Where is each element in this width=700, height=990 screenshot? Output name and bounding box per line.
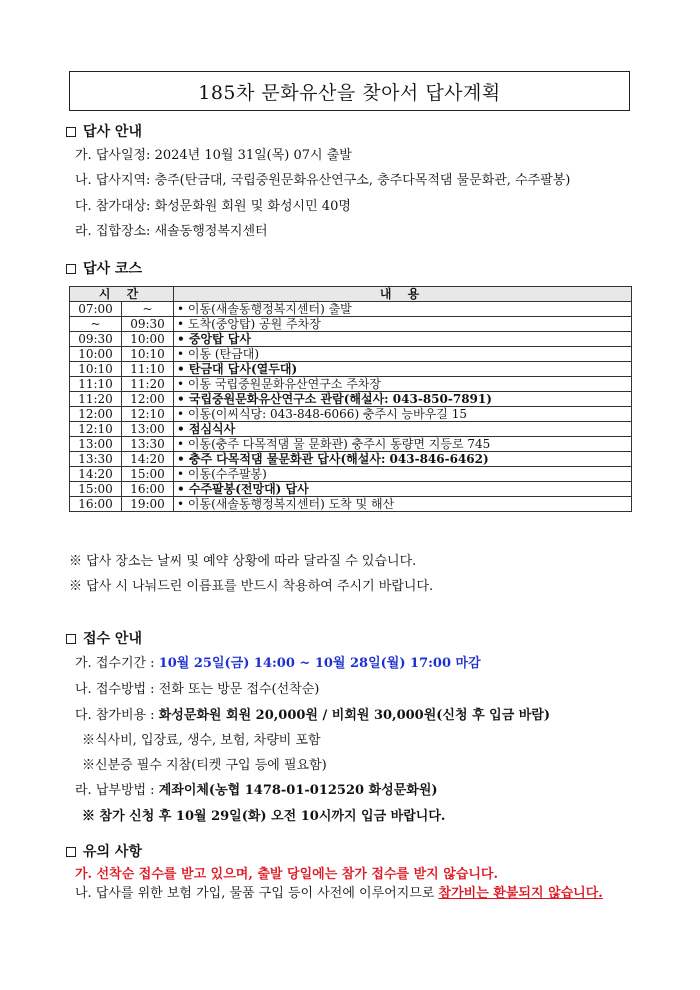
row-content: • 중앙탑 답사	[174, 332, 632, 347]
row-content: • 이동 (탄금대)	[174, 347, 632, 362]
reception-period	[75, 655, 481, 673]
row-end-time: 14:20	[122, 452, 174, 467]
row-content: • 이동(새솔동행정복지센터) 도착 및 해산	[174, 497, 632, 512]
row-end-time: 10:10	[122, 347, 174, 362]
section-caution-heading	[66, 843, 142, 861]
reception-payment-label: 라. 납부방법 :	[75, 783, 159, 798]
table-row	[70, 377, 632, 392]
note-weather: ※ 답사 장소는 날씨 및 예약 상황에 따라 달라질 수 있습니다.	[69, 554, 417, 569]
row-end-time: 11:10	[122, 362, 174, 377]
section-reception-label: 접수 안내	[83, 631, 142, 647]
row-end-time: 15:00	[122, 467, 174, 482]
row-start-time: 13:00	[70, 437, 122, 452]
table-row	[70, 467, 632, 482]
table-row	[70, 497, 632, 512]
row-start-time: 15:00	[70, 482, 122, 497]
row-start-time: 11:10	[70, 377, 122, 392]
row-start-time: ~	[70, 317, 122, 332]
row-content: • 이동(이씨식당: 043-848-6066) 충주시 능바우길 15	[174, 407, 632, 422]
table-row	[70, 302, 632, 317]
row-start-time: 10:00	[70, 347, 122, 362]
row-end-time: 09:30	[122, 317, 174, 332]
row-start-time: 12:10	[70, 422, 122, 437]
caution-refund-text: 나. 답사를 위한 보험 가입, 물품 구입 등이 사전에 이루어지므로	[75, 886, 439, 901]
table-row	[70, 422, 632, 437]
header-content: 내 용	[174, 287, 632, 302]
caution-refund-emphasis: 참가비는 환불되지 않습니다.	[438, 886, 603, 901]
reception-fee-note-id: ※신분증 필수 지참(티켓 구입 등에 필요함)	[82, 758, 327, 773]
section-guide-heading	[66, 123, 142, 141]
row-start-time: 14:20	[70, 467, 122, 482]
section-guide-label: 답사 안내	[83, 124, 142, 140]
table-row	[70, 332, 632, 347]
row-end-time: 19:00	[122, 497, 174, 512]
reception-fee-label: 다. 참가비용 :	[75, 708, 159, 723]
row-content: • 이동(수주팔봉)	[174, 467, 632, 482]
page-title-text: 185차 문화유산을 찾아서 답사계획	[198, 81, 501, 104]
row-start-time: 11:20	[70, 392, 122, 407]
row-start-time: 09:30	[70, 332, 122, 347]
section-caution-label: 유의 사항	[83, 844, 142, 860]
caution-item-first-come: 가. 선착순 접수를 받고 있으며, 출발 당일에는 참가 접수를 받지 않습니다.	[75, 867, 499, 882]
table-row	[70, 392, 632, 407]
row-end-time: 10:00	[122, 332, 174, 347]
guide-schedule: 가. 답사일정: 2024년 10월 31일(목) 07시 출발	[75, 148, 352, 163]
checkbox-square-icon	[66, 264, 76, 274]
table-row	[70, 437, 632, 452]
row-end-time: 11:20	[122, 377, 174, 392]
section-reception-heading	[66, 630, 142, 648]
row-start-time: 16:00	[70, 497, 122, 512]
table-row	[70, 317, 632, 332]
row-content: • 이동(새솔동행정복지센터) 출발	[174, 302, 632, 317]
reception-payment	[75, 782, 438, 800]
course-table-header	[70, 287, 632, 302]
row-content: • 이동 국립중원문화유산연구소 주차장	[174, 377, 632, 392]
row-end-time: 16:00	[122, 482, 174, 497]
checkbox-square-icon	[66, 127, 76, 137]
row-content: • 충주 다목적댐 물문화관 답사(해설사: 043-846-6462)	[174, 452, 632, 467]
note-nametag: ※ 답사 시 나눠드린 이름표를 반드시 착용하여 주시기 바랍니다.	[69, 579, 434, 594]
table-row	[70, 407, 632, 422]
guide-meeting-place: 라. 집합장소: 새솔동행정복지센터	[75, 224, 268, 239]
caution-item-refund	[75, 885, 603, 903]
reception-deadline: ※ 참가 신청 후 10월 29일(화) 오전 10시까지 입금 바랍니다.	[82, 809, 446, 824]
guide-target: 다. 참가대상: 화성문화원 회원 및 화성시민 40명	[75, 199, 351, 214]
table-row	[70, 482, 632, 497]
guide-region: 나. 답사지역: 충주(탄금대, 국립중원문화유산연구소, 충주다목적댐 물문화관, 수주팔봉)	[75, 173, 571, 188]
row-content: • 도착(중앙탑) 공원 주차장	[174, 317, 632, 332]
section-course-label: 답사 코스	[83, 261, 142, 277]
row-content: • 국립중원문화유산연구소 관람(해설사: 043-850-7891)	[174, 392, 632, 407]
reception-method: 나. 접수방법 : 전화 또는 방문 접수(선착순)	[75, 682, 320, 697]
row-start-time: 12:00	[70, 407, 122, 422]
row-end-time: 13:30	[122, 437, 174, 452]
reception-fee	[75, 707, 550, 725]
reception-fee-note-included: ※식사비, 입장료, 생수, 보험, 차량비 포함	[82, 733, 321, 748]
course-table-body	[70, 302, 632, 512]
reception-fee-value: 화성문화원 회원 20,000원 / 비회원 30,000원(신청 후 입금 바람)	[158, 708, 551, 723]
row-start-time: 10:10	[70, 362, 122, 377]
reception-payment-value: 계좌이체(농협 1478-01-012520 화성문화원)	[158, 783, 438, 798]
checkbox-square-icon	[66, 634, 76, 644]
row-end-time: 13:00	[122, 422, 174, 437]
reception-period-value: 10월 25일(금) 14:00 ~ 10월 28일(월) 17:00 마감	[158, 656, 481, 671]
table-row	[70, 452, 632, 467]
row-content: • 수주팔봉(전망대) 답사	[174, 482, 632, 497]
section-course-heading	[66, 260, 142, 278]
page-title	[69, 71, 630, 111]
row-start-time: 13:30	[70, 452, 122, 467]
header-time: 시 간	[70, 287, 174, 302]
reception-period-label: 가. 접수기간 :	[75, 656, 159, 671]
row-content: • 이동(충주 다목적댐 물 문화관) 충주시 동량면 지등로 745	[174, 437, 632, 452]
table-row	[70, 347, 632, 362]
row-end-time: 12:00	[122, 392, 174, 407]
checkbox-square-icon	[66, 847, 76, 857]
row-content: • 탄금대 답사(열두대)	[174, 362, 632, 377]
row-end-time: 12:10	[122, 407, 174, 422]
row-end-time: ~	[122, 302, 174, 317]
row-content: • 점심식사	[174, 422, 632, 437]
course-table	[69, 286, 632, 512]
row-start-time: 07:00	[70, 302, 122, 317]
table-row	[70, 362, 632, 377]
